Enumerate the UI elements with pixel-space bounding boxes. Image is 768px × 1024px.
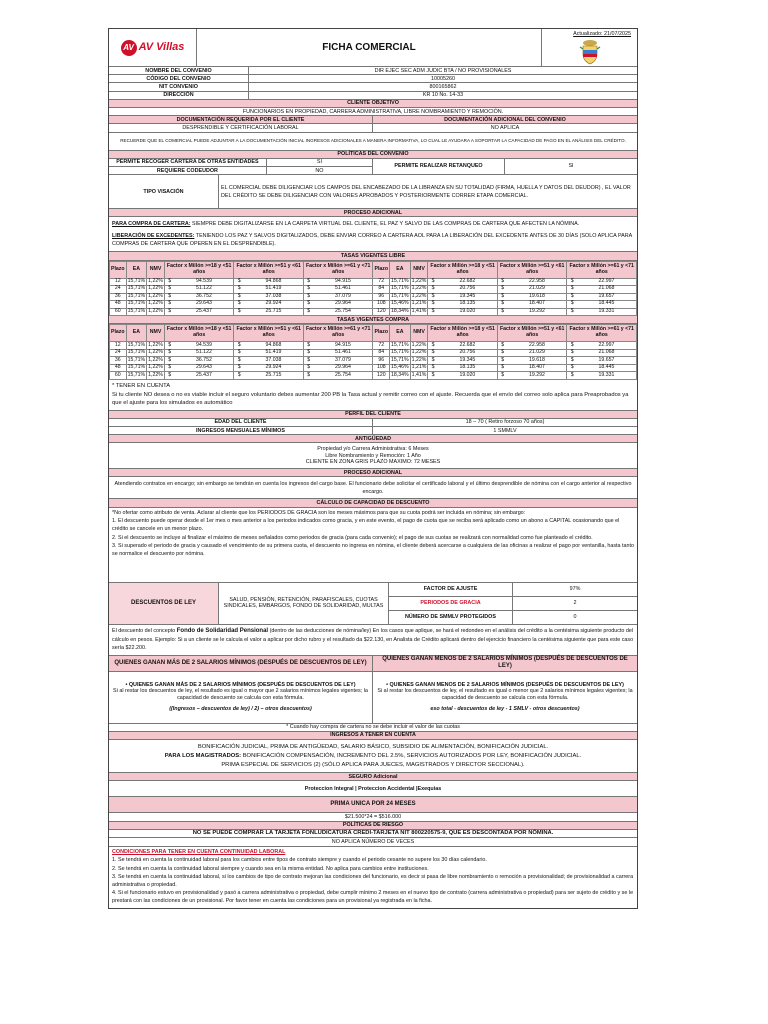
rate-cell: 96: [373, 357, 390, 365]
currency-symbol: $: [567, 349, 577, 357]
riesgo-line2: NO APLICA NÚMERO DE VECES: [109, 838, 637, 846]
rate-cell: 19.657: [577, 293, 637, 301]
rate-row: [110, 364, 637, 372]
rate-cell: 1,22%: [148, 356, 163, 363]
rate-row: [110, 278, 637, 286]
currency-symbol: $: [303, 293, 313, 301]
documentacion-titles: DOCUMENTACIÓN REQUERIDA POR EL CLIENTE DOCUMENTACIÓN ADICIONAL DEL CONVENIO: [109, 116, 637, 124]
rate-header: Factor x Millón >=61 y <71 años: [303, 325, 373, 342]
convenio-row: [109, 83, 637, 91]
rate-cell: 19.331: [577, 372, 637, 380]
rate-cell: 25.715: [244, 308, 304, 316]
currency-symbol: $: [497, 308, 507, 316]
rate-header: EA: [126, 325, 147, 342]
rate-cell: 1,22%: [148, 307, 163, 314]
currency-symbol: $: [164, 308, 174, 316]
currency-symbol: $: [164, 293, 174, 301]
tasas-compra-table: [109, 324, 637, 380]
rate-header: Factor x Millón >=61 y <71 años: [567, 325, 637, 342]
currency-symbol: $: [428, 342, 438, 350]
rate-cell: 1,22%: [148, 300, 163, 307]
convenio-row: [109, 67, 637, 75]
rate-header: Factor x Millón >=18 y <51 años: [428, 261, 498, 278]
convenio-label: CÓDIGO DEL CONVENIO: [109, 75, 249, 82]
rate-cell: 1,22%: [148, 371, 163, 378]
rate-cell: 29.924: [244, 364, 304, 372]
cliente-objetivo-text: FUNCIONARIOS EN PROPIEDAD, CARRERA ADMINISTRATIVA, LIBRE NOMBRAMIENTO Y REMOCIÓN.: [109, 108, 637, 116]
rate-cell: 1,22%: [411, 349, 427, 356]
rate-cell: 1,22%: [148, 277, 163, 284]
politicas-title: POLÍTICAS DEL CONVENIO: [109, 151, 637, 159]
currency-symbol: $: [497, 364, 507, 372]
rate-cell: 12: [110, 278, 127, 286]
rate-cell: 15,71%: [127, 371, 146, 378]
currency-symbol: $: [428, 286, 438, 294]
rate-header: Plazo: [373, 325, 390, 342]
rate-cell: 19.020: [438, 372, 498, 380]
currency-symbol: $: [497, 286, 507, 294]
rate-cell: 15,71%: [127, 356, 146, 363]
rate-cell: 20.756: [438, 349, 498, 357]
rate-cell: 1,22%: [148, 341, 163, 348]
rate-header: NMV: [147, 325, 165, 342]
fondo-solidaridad-text: El descuento del concepto Fondo de Solidaridad Pensional (dentro de las deducciones de nómina/ley) En los casos que aplique, se hará el redondeo en el análisis del crédito a la centésima siguiente producto del cálculo en pesos. Ejemplo: Si a un cliente se le calcula el valor a aplicar por dicho rubro y el resultado da $22.130, en Analista de Crédito aplicará dentro del ejercicio financiero la centésima siguiente que para este caso sería $22.200.: [109, 625, 637, 656]
rate-header: EA: [390, 261, 411, 278]
rate-cell: 51.122: [174, 349, 234, 357]
rate-cell: 108: [373, 301, 390, 309]
currency-symbol: $: [234, 301, 244, 309]
rate-header: Factor x Millón >=61 y <71 años: [303, 261, 373, 278]
currency-symbol: $: [428, 364, 438, 372]
convenio-value: 10005260: [431, 75, 455, 82]
proceso-adicional-title: PROCESO ADICIONAL: [109, 209, 637, 217]
currency-symbol: $: [567, 301, 577, 309]
rate-header: Plazo: [373, 261, 390, 278]
rate-cell: 15,71%: [127, 300, 146, 307]
logo-text: AV Villas: [138, 41, 185, 54]
currency-symbol: $: [234, 372, 244, 380]
page-title: FICHA COMERCIAL: [322, 41, 416, 53]
rate-cell: 22.997: [577, 278, 637, 286]
rate-cell: 60: [110, 372, 127, 380]
currency-symbol: $: [497, 349, 507, 357]
rate-cell: 24: [110, 286, 127, 294]
currency-symbol: $: [567, 286, 577, 294]
rate-header: Factor x Millón >=18 y <51 años: [164, 261, 234, 278]
logo: [109, 29, 197, 66]
rate-cell: 22.682: [438, 342, 498, 350]
rate-cell: 19.331: [577, 308, 637, 316]
currency-symbol: $: [234, 278, 244, 286]
rate-cell: 72: [373, 278, 390, 286]
rate-cell: 19.292: [507, 372, 567, 380]
currency-symbol: $: [164, 349, 174, 357]
tasas-libre-title: TASAS VIGENTES LIBRE: [109, 252, 637, 260]
currency-symbol: $: [567, 357, 577, 365]
currency-symbol: $: [497, 357, 507, 365]
rate-row: [110, 308, 637, 316]
rate-cell: 1,22%: [411, 292, 427, 299]
rate-cell: 19.618: [507, 357, 567, 365]
antiguedad-lines: Propiedad y/o Carrera Administrativa: 6 Meses Libre Nombramiento y Remoción: 1 Año CLIENTE EN ZONA GRIS PLAZO MAXIMO: 72 MESES: [109, 443, 637, 469]
currency-symbol: $: [303, 342, 313, 350]
rate-cell: 51.461: [313, 349, 373, 357]
rate-cell: 60: [110, 308, 127, 316]
rate-cell: 1,22%: [148, 349, 163, 356]
rate-cell: 36: [110, 357, 127, 365]
continuidad-laboral: CONDICIONES PARA TENER EN CUENTA CONTINUIDAD LABORAL 1. Se tendrá en cuenta la continuidad laboral para los cambios entre tipos de contrato siempre y cuando el periodo cesante no supere los 30 días calendario. 2. Se tendrá en cuenta la continuidad laboral siempre y cuando sea en la misma entidad. No aplica para cambios entre instituciones. 3. Se tendrá en cuenta la continuidad laboral, si los cambios de tipo de contrato mejoran las condiciones del funcionario, es decir si pasa de libre nombramiento o remoción a provisionalidad; de provisionalidad a carrera administrativa o propiedad. 4. Si el funcionario estuvo en provisionalidad y pasó a carrera administrativa o propiedad, debe cumplir mínimo 2 meses en el nuevo tipo de contrato (carrera administrativa o propiedad) para ser sujeto de crédito y se le prestará con las condiciones de un provisional. Por favor tener en cuenta las condiciones para un provisional ya registrada en la ficha.: [112, 849, 634, 905]
salarios-formulas: • QUIENES GANAN MÁS DE 2 SALARIOS MÍNIMOS (DESPUÉS DE DESCUENTOS DE LEY) Si al restar los descuentos de ley, el resultado es igual o mayor que 2 salarios mínimos legales vigentes; la capacidad de descuento se calcula con esta fórmula. ((Ingresos – descuentos de ley) / 2) – otros descuentos) • QUIENES GANAN MENOS DE 2 SALARIOS MÍNIMOS (DESPUÉS DE DESCUENTOS DE LEY) Si al restar los descuentos de ley, el resultado es igual o menor que 2 salarios mínimos legales vigentes; la capacidad de descuento se calcula con esta fórmula. eso total - descuentos de ley - 1 SMLV - otros descuentos): [109, 672, 637, 724]
riesgo-title: POLÍTICAS DE RIESGO: [109, 822, 637, 830]
rate-cell: 15,71%: [127, 341, 146, 348]
rate-header: Factor x Millón >=51 y <61 años: [497, 261, 567, 278]
rate-cell: 21.029: [507, 349, 567, 357]
rate-cell: 18.135: [438, 301, 498, 309]
proceso-adicional-2-title: PROCESO ADICIONAL: [109, 469, 637, 477]
rate-header: Factor x Millón >=51 y <61 años: [497, 325, 567, 342]
rate-cell: 18.407: [507, 364, 567, 372]
currency-symbol: $: [234, 349, 244, 357]
currency-symbol: $: [303, 308, 313, 316]
convenio-value: DIR EJEC SEC ADM JUDIC BTA / NO PROVISIONALES: [374, 67, 512, 74]
rate-cell: 72: [373, 342, 390, 350]
currency-symbol: $: [428, 293, 438, 301]
currency-symbol: $: [497, 372, 507, 380]
cartera-note: * Cuando hay compra de cartera no se debe incluir el valor de las cuotas: [109, 724, 637, 732]
capacidad-title: CÁLCULO DE CAPACIDAD DE DESCUENTO: [109, 499, 637, 507]
perfil-title: PERFIL DEL CLIENTE: [109, 411, 637, 419]
rate-cell: 15,71%: [391, 285, 409, 292]
rate-cell: 1,41%: [411, 371, 427, 378]
rate-cell: 29.643: [174, 364, 234, 372]
rate-header: NMV: [410, 325, 428, 342]
capacidad-text: *No ofertar como atributo de venta. Aclarar al cliente que los PERIODOS DE GRACIA son los meses máximos para que su cuota podrá ser incluida en nómina; sin embargo: 1. El descuento puede operar desde el 1er mes o mes anterior a los periodos indicados como gracia, y en este evento, el pago de cuota que se reciba será aplicado como un abono a CAPITAL ocasionando que el crédito se cancele en un menor plazo. 2. Si el descuento se incluye al finalizar el máximo de meses señalados como periodos de gracia (para cada convenio); el pago de sus cuotas se realizará con normalidad como fue planteado el crédito. 3. Si superado el periodo de gracia y causado el vencimiento de su primera cuota, el descuento no ingresa en nómina, el cliente deberá acercarse a cualquiera de las oficinas a realizar el pago por ventanilla, hasta tanto se normalice el descuento por nómina.: [109, 508, 637, 583]
av-villas-logo-icon: AV: [121, 40, 137, 56]
rate-cell: 1,22%: [411, 285, 427, 292]
rate-cell: 15,46%: [391, 300, 409, 307]
rate-header: Plazo: [110, 261, 127, 278]
coat-of-arms-icon: [578, 39, 602, 65]
rate-cell: 15,46%: [391, 364, 409, 371]
rate-cell: 19.345: [438, 357, 498, 365]
tipo-visacion: TIPO VISACIÓN EL COMERCIAL DEBE DILIGENCIAR LOS CAMPOS DEL ENCABEZADO DE LA LIBRANZA EN SU TOTALIDAD (FIRMA, HUELLA Y DATOS DEL DEUDOR) , EL VALOR DEL CRÉDITO SE DEBE DILIGENCIAR CON VALORES APROBADOS Y POSTERIORMENTE CORRER ETAPA COMERCIAL.: [109, 175, 637, 209]
proceso-adicional-2-text: Atendiendo contratos en encargo; sin embargo se tendrán en cuenta los ingresos del cargo base. El funcionario debe solicitar el certificado laboral y el último desprendible de nómina con el cargo anterior al respectivo encargo.: [109, 477, 637, 499]
currency-symbol: $: [428, 357, 438, 365]
rate-row: [110, 293, 637, 301]
rate-cell: 24: [110, 349, 127, 357]
rate-cell: 19.345: [438, 293, 498, 301]
rate-cell: 48: [110, 364, 127, 372]
rate-row: [110, 286, 637, 294]
rate-row: [110, 357, 637, 365]
rate-cell: 22.958: [507, 278, 567, 286]
currency-symbol: $: [303, 301, 313, 309]
currency-symbol: $: [567, 342, 577, 350]
rate-cell: 1,21%: [411, 364, 427, 371]
rate-cell: 25.437: [174, 372, 234, 380]
rate-cell: 18.135: [438, 364, 498, 372]
rate-cell: 1,21%: [411, 300, 427, 307]
currency-symbol: $: [234, 364, 244, 372]
currency-symbol: $: [234, 308, 244, 316]
rate-cell: 15,71%: [391, 349, 409, 356]
rate-cell: 94.868: [244, 278, 304, 286]
currency-symbol: $: [567, 278, 577, 286]
rate-cell: 15,71%: [127, 307, 146, 314]
rate-header: Factor x Millón >=61 y <71 años: [567, 261, 637, 278]
perfil-edad: EDAD DEL CLIENTE 18 – 70 ( Retiro forzoso 70 años): [109, 419, 637, 427]
rate-cell: 1,22%: [411, 356, 427, 363]
seguro-title: SEGURO Adicional: [109, 773, 637, 781]
currency-symbol: $: [234, 293, 244, 301]
rate-cell: 1,41%: [411, 307, 427, 314]
rate-cell: 108: [373, 364, 390, 372]
convenio-info: [109, 67, 637, 100]
currency-symbol: $: [428, 278, 438, 286]
ingresos-text: BONIFICACIÓN JUDICIAL, PRIMA DE ANTIGÜEDAD, SALARIO BÁSICO, SUBSIDIO DE ALIMENTACIÓN, BONIFICACIÓN JUDICIAL. PARA LOS MAGISTRADOS: BONIFICACIÓN COMPENSACIÓN, INCREMENTO DEL 2.5%, SERVICIOS AUTORIZADOS POR LEY, BONIFICACIÓN JUDICIAL. PRIMA ESPECIAL DE SERVICIOS (2) (SÓLO APLICA PARA JUECES, MAGISTRADOS Y DIRECTOR SECCIONAL).: [109, 740, 637, 773]
currency-symbol: $: [303, 349, 313, 357]
rate-cell: 18.445: [577, 301, 637, 309]
rate-cell: 29.964: [313, 301, 373, 309]
rate-header: Factor x Millón >=18 y <51 años: [428, 325, 498, 342]
rate-cell: 21.029: [507, 286, 567, 294]
rate-cell: 25.715: [244, 372, 304, 380]
descuentos-de-ley: DESCUENTOS DE LEY SALUD, PENSIÓN, RETENCIÓN, PARAFISCALES, CUOTAS SINDICALES, EMBARGOS, FONDO DE SOLIDARIDAD, MULTAS FACTOR DE AJUSTE 97% PERIODOS DE GRACIA 2 NÚMERO DE SMMLV PROTEGIDOS 0: [109, 583, 637, 625]
rate-cell: 36: [110, 293, 127, 301]
currency-symbol: $: [234, 357, 244, 365]
rate-cell: 37.079: [313, 357, 373, 365]
rate-cell: 22.997: [577, 342, 637, 350]
antiguedad-title: ANTIGÜEDAD: [109, 435, 637, 443]
rate-cell: 15,71%: [127, 364, 146, 371]
prima-title: PRIMA UNICA POR 24 MESES: [109, 797, 637, 813]
ingresos-title: INGRESOS A TENER EN CUENTA: [109, 732, 637, 740]
perfil-ingresos: INGRESOS MENSUALES MÍNIMOS 1 SMMLV: [109, 427, 637, 435]
rate-cell: 1,22%: [411, 341, 427, 348]
convenio-row: [109, 92, 637, 100]
convenio-label: NOMBRE DEL CONVENIO: [109, 67, 249, 74]
rate-cell: 25.754: [313, 372, 373, 380]
rate-cell: 29.643: [174, 301, 234, 309]
rate-cell: 22.958: [507, 342, 567, 350]
rate-cell: 15,71%: [391, 356, 409, 363]
rate-cell: 1,22%: [411, 277, 427, 284]
rate-cell: 15,71%: [391, 292, 409, 299]
header: [109, 29, 637, 67]
rate-cell: 96: [373, 293, 390, 301]
currency-symbol: $: [164, 342, 174, 350]
rate-cell: 29.964: [313, 364, 373, 372]
rate-header: NMV: [147, 261, 165, 278]
rate-cell: 19.292: [507, 308, 567, 316]
riesgo-line1: NO SE PUEDE COMPRAR LA TARJETA FONLUDICATURA CREDI-TARJETA NIT 800220575-9, QUE ES DESCONTADA POR NÓMINA.: [109, 830, 637, 839]
rate-cell: 19.657: [577, 357, 637, 365]
currency-symbol: $: [303, 286, 313, 294]
rate-header: Factor x Millón >=51 y <61 años: [234, 325, 304, 342]
seguro-note: * TENER EN CUENTA Si tu cliente NO desea o no es viable incluir el seguro voluntario debes aumentar 200 PB la Tasa actual y remitir correo con el ajuste. Recuerda que el envío del correo solo aplica para Preaprobados ya que el ajuste para los simulados es automático: [109, 380, 637, 411]
updated-date: Actualizado: 21/07/2025: [573, 31, 631, 37]
convenio-label: DIRECCIÓN: [109, 92, 249, 99]
rate-cell: 15,71%: [127, 292, 146, 299]
tasas-compra-title: TASAS VIGENTES COMPRA: [109, 316, 637, 324]
ficha-comercial-sheet: [108, 28, 638, 909]
rate-cell: 51.419: [244, 286, 304, 294]
currency-symbol: $: [497, 301, 507, 309]
rate-header: EA: [126, 261, 147, 278]
rate-cell: 15,71%: [391, 341, 409, 348]
rate-cell: 37.038: [244, 293, 304, 301]
rate-cell: 18,34%: [391, 371, 409, 378]
currency-symbol: $: [164, 301, 174, 309]
politicas-rows: PERMITE RECOGER CARTERA DE OTRAS ENTIDADES SI REQUIERE CODEUDOR NO PERMITE REALIZAR RETANQUEO SI: [109, 159, 637, 175]
currency-symbol: $: [303, 364, 313, 372]
rate-cell: 25.437: [174, 308, 234, 316]
rate-cell: 21.068: [577, 286, 637, 294]
convenio-row: [109, 75, 637, 83]
rate-cell: 15,71%: [127, 277, 146, 284]
rate-cell: 36.752: [174, 357, 234, 365]
rate-cell: 51.419: [244, 349, 304, 357]
rate-cell: 18.407: [507, 301, 567, 309]
currency-symbol: $: [567, 308, 577, 316]
rate-cell: 51.122: [174, 286, 234, 294]
prima-value: $21.500*24 = $516.000: [109, 813, 637, 821]
rate-cell: 94.539: [174, 278, 234, 286]
rate-cell: 22.682: [438, 278, 498, 286]
currency-symbol: $: [164, 364, 174, 372]
rate-cell: 84: [373, 349, 390, 357]
rate-cell: 1,22%: [148, 285, 163, 292]
currency-symbol: $: [234, 286, 244, 294]
currency-symbol: $: [497, 278, 507, 286]
convenio-label: NIT CONVENIO: [109, 83, 249, 90]
currency-symbol: $: [567, 364, 577, 372]
header-right: [541, 29, 637, 66]
currency-symbol: $: [428, 372, 438, 380]
rate-cell: 18,34%: [391, 307, 409, 314]
salarios-titles: QUIENES GANAN MÁS DE 2 SALARIOS MÍNIMOS (DESPUÉS DE DESCUENTOS DE LEY) QUIENES GANAN MENOS DE 2 SALARIOS MÍNIMOS (DESPUÉS DE DESCUENTOS DE LEY): [109, 656, 637, 672]
currency-symbol: $: [303, 357, 313, 365]
rate-cell: 19.618: [507, 293, 567, 301]
rate-row: [110, 342, 637, 350]
currency-symbol: $: [303, 278, 313, 286]
rate-cell: 94.868: [244, 342, 304, 350]
rate-cell: 15,71%: [127, 349, 146, 356]
rate-row: [110, 349, 637, 357]
documentacion-note: RECUERDE QUE EL COMERCIAL PUEDE ADJUNTAR A LA DOCUMENTACIÓN INICIAL INGRESOS ADICIONALES A MANERA INFORMATIVA, LO CUAL LE AYUDARA A SOPORTAR LA CAPACIDAD DE PAGO EN EL ANÁLISIS DEL CRÉDITO.: [109, 133, 637, 151]
rate-cell: 94.915: [313, 342, 373, 350]
currency-symbol: $: [497, 293, 507, 301]
rate-cell: 18.445: [577, 364, 637, 372]
currency-symbol: $: [567, 372, 577, 380]
rate-cell: 94.539: [174, 342, 234, 350]
rate-cell: 94.915: [313, 278, 373, 286]
tasas-libre-table: [109, 261, 637, 317]
currency-symbol: $: [303, 372, 313, 380]
rate-cell: 15,71%: [127, 285, 146, 292]
proceso-adicional-text: PARA COMPRA DE CARTERA: SIEMPRE DEBE DIGITALIZARSE EN LA CARPETA VIRTUAL DEL CLIENTE, EL PAZ Y SALVO DE LAS COMPRAS DE CARTERA QUE AFECTEN LA NÓMINA. LIBERACIÓN DE EXCEDENTES: TENIENDO LOS PAZ Y SALVOS DIGITALIZADOS, DEBE ENVIAR CORREO A CARTERA AOL PARA LA LIBERACIÓN DEL EXCEDENTE ANTES DE 30 DÍAS (SOLO APLICA PARA COMPRAS DE CARTERA QUE OPEREN EN EL DESPRENDIBLE).: [109, 217, 637, 252]
rate-cell: 1,22%: [148, 364, 163, 371]
seguro-value: Proteccion Integral | Proteccion Accidental |Exequias: [109, 781, 637, 797]
rate-row: [110, 372, 637, 380]
currency-symbol: $: [428, 301, 438, 309]
convenio-value: 800165862: [429, 83, 457, 90]
cliente-objetivo-title: CLIENTE OBJETIVO: [109, 100, 637, 108]
rate-cell: 48: [110, 301, 127, 309]
rate-header: Factor x Millón >=51 y <61 años: [234, 261, 304, 278]
documentacion-values: DESPRENDIBLE Y CERTIFICACIÓN LABORAL NO APLICA: [109, 124, 637, 132]
rate-header: EA: [390, 325, 411, 342]
rate-cell: 36.752: [174, 293, 234, 301]
rate-cell: 15,71%: [391, 277, 409, 284]
currency-symbol: $: [428, 349, 438, 357]
rate-cell: 12: [110, 342, 127, 350]
rate-cell: 20.756: [438, 286, 498, 294]
rate-row: [110, 301, 637, 309]
rate-header: NMV: [410, 261, 428, 278]
convenio-value: KR 10 No. 14-33: [422, 92, 464, 99]
currency-symbol: $: [164, 286, 174, 294]
rate-cell: 25.754: [313, 308, 373, 316]
currency-symbol: $: [497, 342, 507, 350]
rate-cell: 120: [373, 372, 390, 380]
rate-cell: 21.068: [577, 349, 637, 357]
currency-symbol: $: [164, 372, 174, 380]
rate-cell: 37.038: [244, 357, 304, 365]
currency-symbol: $: [164, 278, 174, 286]
rate-header: Factor x Millón >=18 y <51 años: [164, 325, 234, 342]
currency-symbol: $: [567, 293, 577, 301]
currency-symbol: $: [428, 308, 438, 316]
rate-cell: 51.461: [313, 286, 373, 294]
rate-cell: 1,22%: [148, 292, 163, 299]
rate-header: Plazo: [110, 325, 127, 342]
rate-cell: 19.020: [438, 308, 498, 316]
rate-cell: 120: [373, 308, 390, 316]
currency-symbol: $: [234, 342, 244, 350]
currency-symbol: $: [164, 357, 174, 365]
rate-cell: 29.924: [244, 301, 304, 309]
rate-cell: 84: [373, 286, 390, 294]
rate-cell: 37.079: [313, 293, 373, 301]
